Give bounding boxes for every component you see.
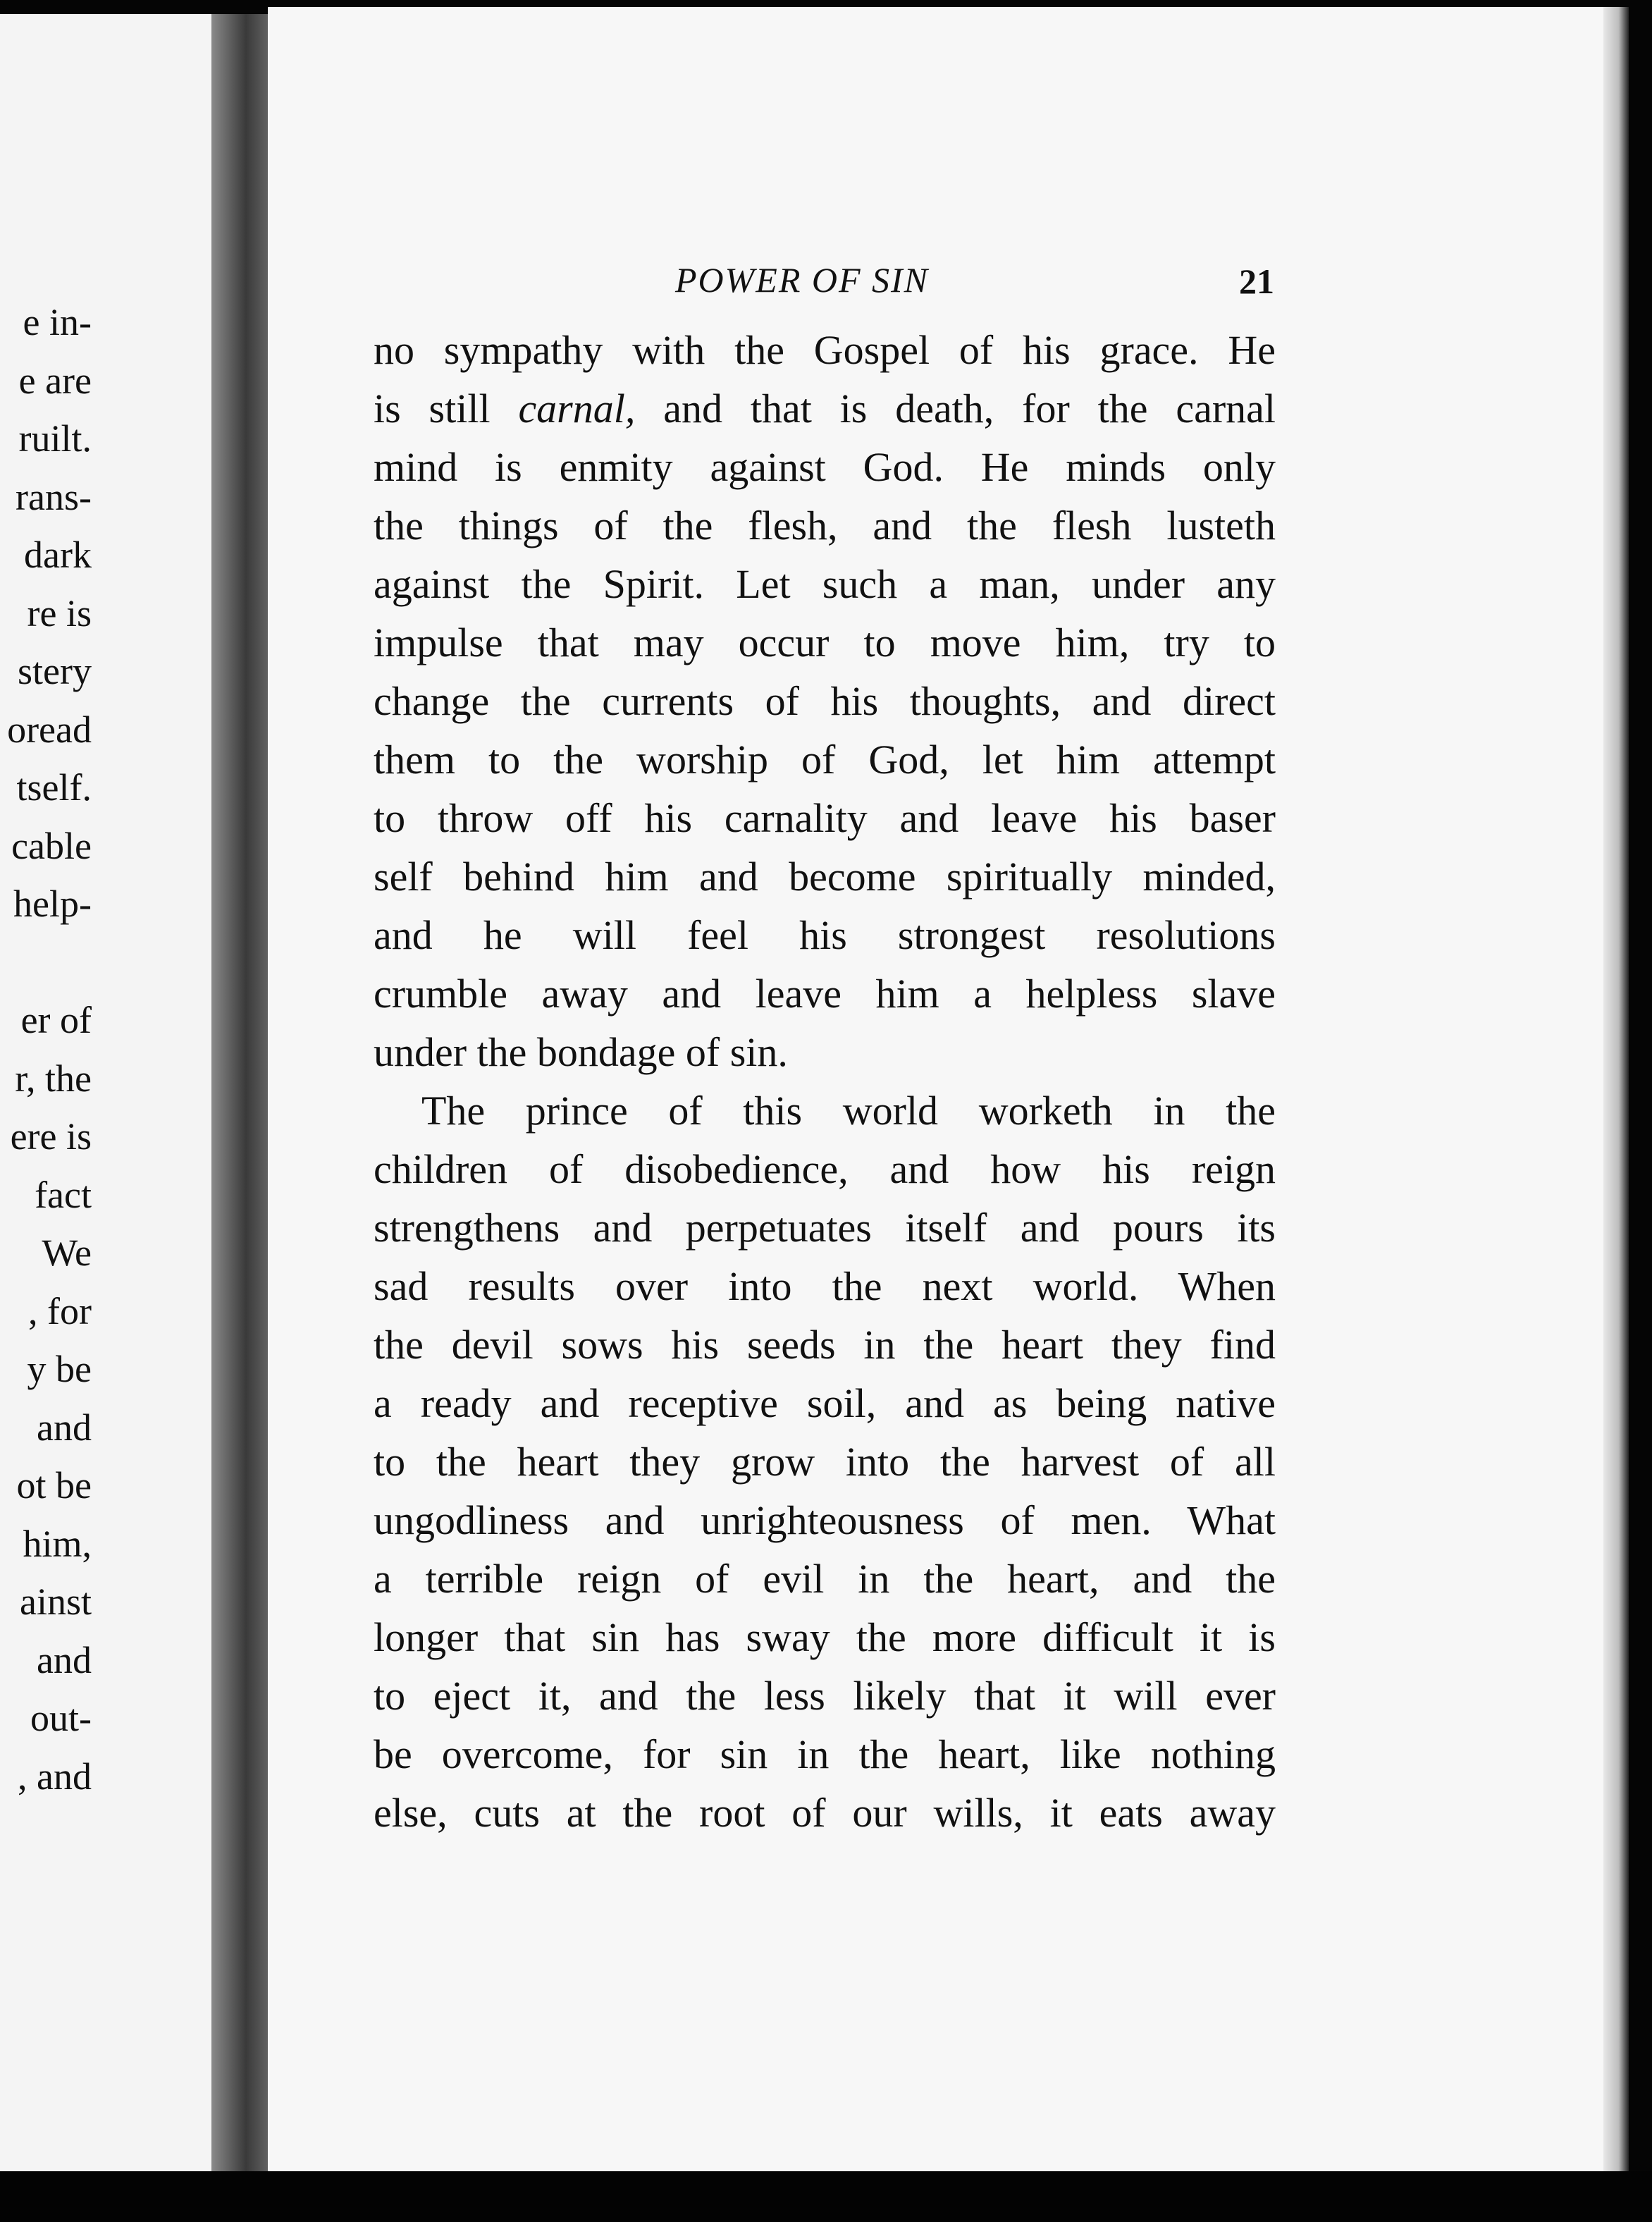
- text-line: against the Spirit. Let such a man, under any: [374, 561, 1276, 607]
- text-line: ungodliness and unrighteousness of men. What: [374, 1497, 1276, 1543]
- text-line: is still carnal, and that is death, for the carnal: [374, 386, 1276, 431]
- text-line: else, cuts at the root of our wills, it eats away: [374, 1790, 1276, 1836]
- left-page-line: ruilt.: [18, 417, 92, 460]
- left-page-line: tself.: [16, 766, 92, 809]
- left-page-line: re is: [27, 591, 92, 634]
- text-line: be overcome, for sin in the heart, like nothing: [374, 1731, 1276, 1777]
- text-line: longer that sin has sway the more difficult it is: [374, 1614, 1276, 1660]
- left-page-line: , and: [18, 1755, 92, 1798]
- left-page-line: stery: [18, 650, 92, 692]
- text-line: and he will feel his strongest resolutions: [374, 912, 1276, 958]
- italic-word: carnal,: [518, 386, 636, 431]
- text-line: change the currents of his thoughts, and direct: [374, 678, 1276, 724]
- scan-bottom-border: [0, 2171, 1652, 2222]
- left-page-line: cable: [11, 824, 92, 867]
- text-line: a ready and receptive soil, and as being native: [374, 1380, 1276, 1426]
- left-page-line: ainst: [20, 1580, 92, 1623]
- text-line: the devil sows his seeds in the heart they find: [374, 1322, 1276, 1368]
- left-page-line: We: [42, 1232, 92, 1274]
- text-line: them to the worship of God, let him attempt: [374, 737, 1276, 782]
- page-edge: [1603, 7, 1629, 2178]
- text-line: sad results over into the next world. When: [374, 1263, 1276, 1309]
- text-line: children of disobedience, and how his reign: [374, 1146, 1276, 1192]
- text-line: a terrible reign of evil in the heart, and the: [374, 1556, 1276, 1602]
- text-line: mind is enmity against God. He minds only: [374, 444, 1276, 490]
- text-line: to throw off his carnality and leave his baser: [374, 795, 1276, 841]
- text-line: self behind him and become spiritually minded,: [374, 854, 1276, 900]
- left-page-line: dark: [24, 534, 92, 576]
- text-line: no sympathy with the Gospel of his grace. He: [374, 327, 1276, 373]
- text-line: crumble away and leave him a helpless slave: [374, 971, 1276, 1017]
- left-page-line: e in-: [23, 301, 92, 343]
- left-page-line: and: [37, 1638, 92, 1681]
- body-text: [374, 321, 1276, 1842]
- text-line: to eject it, and the less likely that it will ever: [374, 1673, 1276, 1719]
- text-line: strengthens and perpetuates itself and pours its: [374, 1205, 1276, 1251]
- text-line: under the bondage of sin.: [374, 1029, 788, 1075]
- left-page-line: e are: [18, 359, 92, 402]
- left-page-line: out-: [30, 1697, 92, 1739]
- left-page-line: oread: [7, 708, 92, 751]
- left-page-line: r, the: [15, 1057, 92, 1100]
- left-page-line: er of: [20, 999, 92, 1041]
- left-page-fragment: [0, 14, 233, 2171]
- left-page-line: fact: [35, 1173, 92, 1216]
- left-page-line: , for: [28, 1289, 92, 1332]
- left-page-line: and: [37, 1406, 92, 1449]
- text-line: the things of the flesh, and the flesh lusteth: [374, 503, 1276, 548]
- left-page-line: rans-: [16, 475, 92, 518]
- left-page-line: ot be: [16, 1464, 92, 1506]
- left-page-line: help-: [13, 883, 92, 925]
- text-line: The prince of this world worketh in the: [421, 1088, 1276, 1134]
- text-line: to the heart they grow into the harvest of all: [374, 1439, 1276, 1485]
- left-page-line: him,: [23, 1522, 92, 1565]
- text-line: impulse that may occur to move him, try to: [374, 620, 1276, 665]
- left-page-line: y be: [27, 1348, 92, 1390]
- left-page-line: ere is: [10, 1115, 92, 1158]
- running-head: POWER OF SIN: [675, 260, 930, 300]
- page-number: 21: [1239, 262, 1274, 301]
